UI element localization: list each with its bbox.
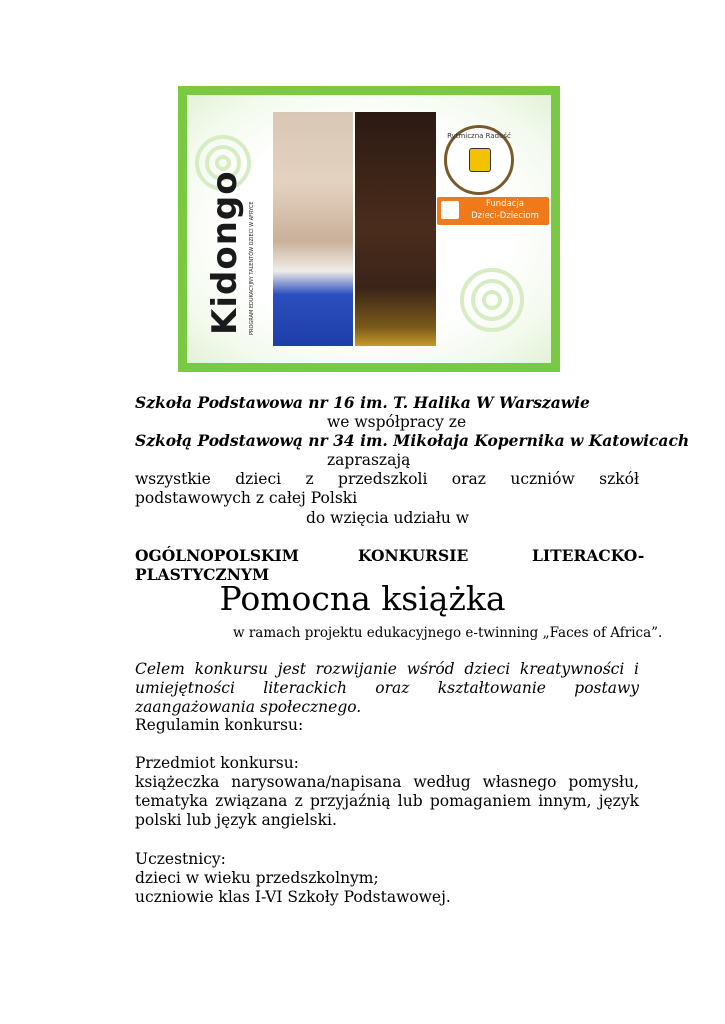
foundation-name-line1: Fundacja [485,199,525,209]
contest-type-word3: LITERACKO- [532,546,645,565]
participate-text: do wzięcia udziału w [306,509,470,527]
subject-heading: Przedmiot konkursu: [135,754,299,772]
foundation-name-line2: Dzieci-Dzieciom [471,211,539,221]
children-photo [273,112,436,346]
participants-line1: dzieci w wieku przedszkolnym; [135,869,379,887]
project-text: w ramach projektu edukacyjnego e-twinning „Faces of Africa”. [233,625,663,641]
invite-text: zapraszają [327,451,411,469]
contest-type-line2: PLASTYCZNYM [135,565,270,584]
participants-line2: uczniowie klas I-VI Szkoły Podstawowej. [135,888,451,906]
audience-text: wszystkie dzieci z przedszkoli oraz uczniów szkół podstawowych z całej Polski [135,470,639,507]
banner-image [178,86,560,372]
rytmiczna-radosc-seal [444,125,514,195]
cooperation-text: we współpracy ze [327,413,467,431]
contest-type-word1: OGÓLNOPOLSKIM [135,546,299,565]
contest-title: Pomocna książka [219,579,506,618]
swirl-decoration-right [457,265,527,335]
foundation-logo [437,197,549,225]
contest-type-word2: KONKURSIE [358,546,469,565]
seal-emblem-icon [469,148,491,172]
school1-name: Szkoła Podstawowa nr 16 im. T. Halika W Warszawie [135,393,590,412]
kidongo-logo: Kidongo [205,170,245,335]
subject-text: książeczka narysowana/napisana według własnego pomysłu, tematyka związana z przyjaźnią lub pomaganiem innym, język polski lub język angielski. [135,773,639,829]
kidongo-logo-subtext: PROGRAM EDUKACYJNY TALENTÓW DZIECI W AFRYCE [249,201,255,335]
photo-left-child [273,112,353,346]
photo-right-child [355,112,436,346]
goal-text: Celem konkursu jest rozwijanie wśród dzieci kreatywności i umiejętności literackich oraz kształtowanie postawy zaangażowania społecznego. [135,660,639,716]
school2-name: Szkołą Podstawową nr 34 im. Mikołaja Kopernika w Katowicach [135,431,690,450]
seal-text: Rytmiczna Radość [447,132,511,140]
banner-background [187,95,551,363]
participants-heading: Uczestnicy: [135,850,226,868]
rules-heading: Regulamin konkursu: [135,716,304,734]
foundation-emblem-icon [441,201,459,219]
